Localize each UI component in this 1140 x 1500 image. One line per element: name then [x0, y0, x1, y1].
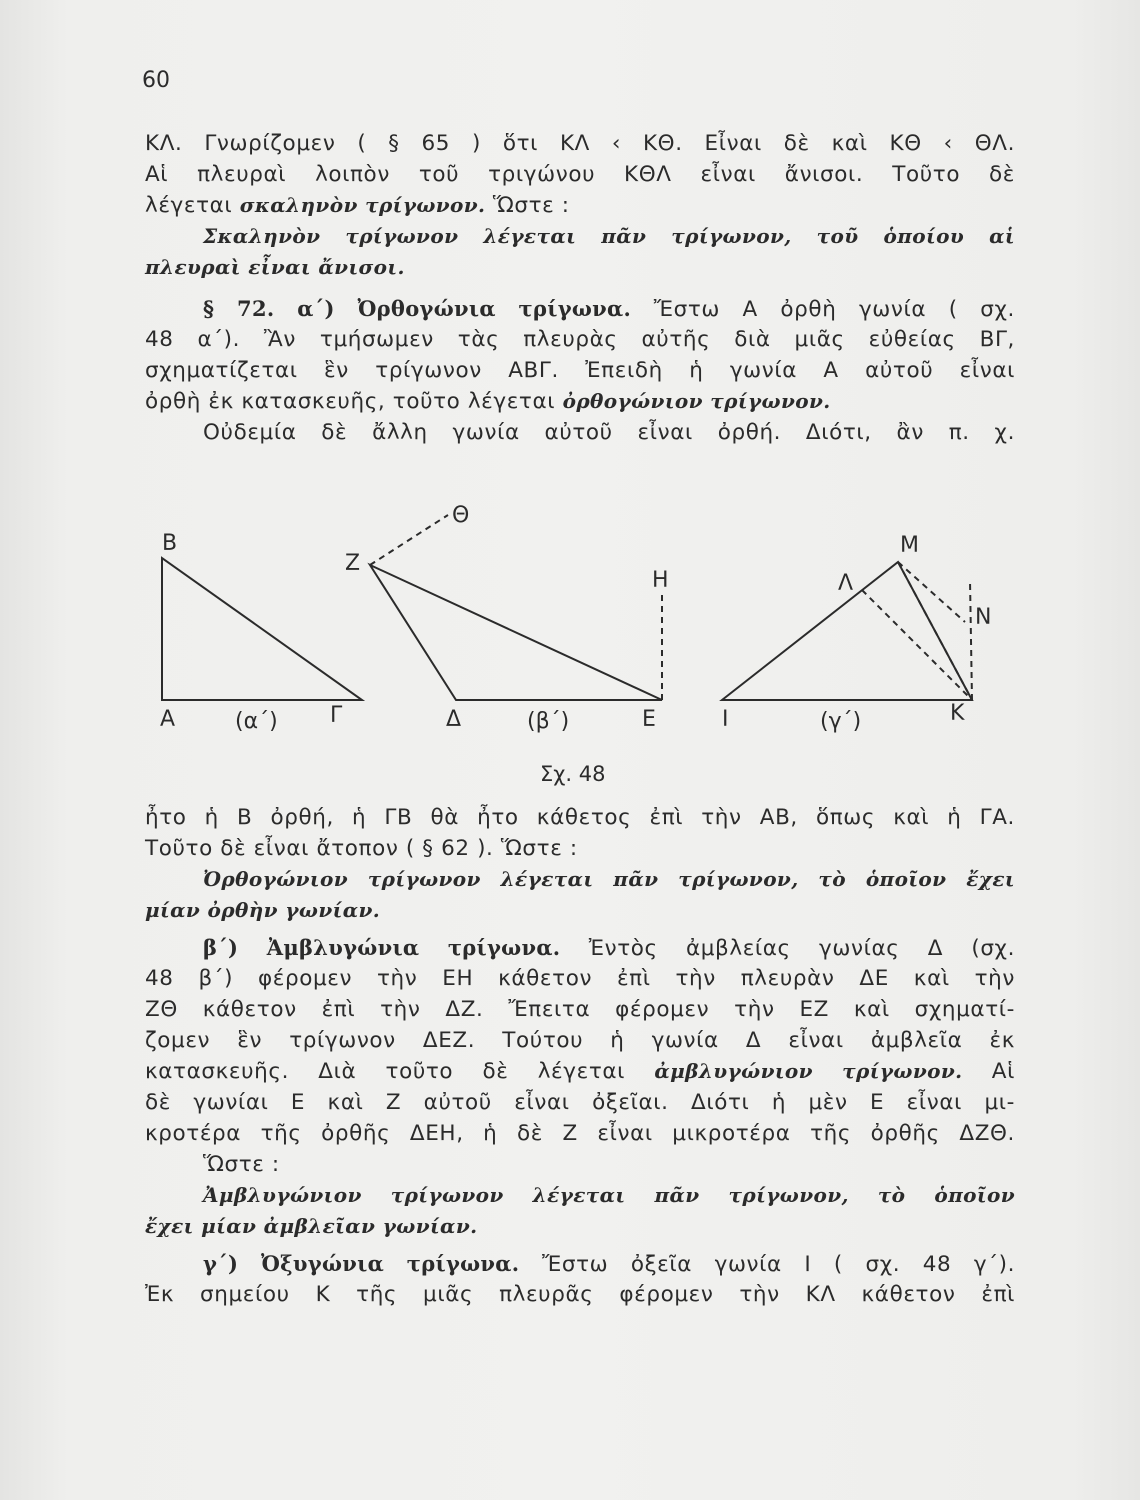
definition-scalene: πλευραὶ εἶναι ἄνισοι.: [145, 255, 405, 279]
label-I: Ι: [722, 707, 729, 732]
text-line: ἦτο ἡ Β ὀρθή, ἡ ΓΒ θὰ ἦτο κάθετος ἐπὶ τὴν ΑΒ, ὅπως καὶ ἡ ΓΑ.: [145, 805, 1015, 830]
label-H: Η: [652, 568, 669, 593]
term-scalene: σκαληνὸν τρίγωνον.: [239, 193, 486, 217]
text-line: 48 α΄). Ἂν τμήσωμεν τὰς πλευρὰς αὐτῆς διὰ μιᾶς εὐθείας ΒΓ,: [145, 327, 1015, 352]
definition-scalene: Σκαληνὸν τρίγωνον λέγεται πᾶν τρίγωνον, τοῦ ὁποίου αἱ: [203, 224, 1015, 248]
text-fragment: Αἱ: [991, 1059, 1015, 1084]
text-line: [145, 1056, 1015, 1087]
lower-text: [145, 802, 1015, 1310]
section-b-line: [145, 932, 1015, 963]
triangle-obtuse: [370, 565, 662, 700]
label-c: (γ΄): [820, 709, 862, 734]
text-line: Ἐκ σημείου Κ τῆς μιᾶς πλευρᾶς φέρομεν τὴν ΚΛ κάθετον ἐπὶ: [145, 1282, 1015, 1307]
text-fragment: Ἐντὸς ἀμβλείας γωνίας Δ (σχ.: [588, 936, 1015, 961]
dashed-l-k: [862, 590, 972, 700]
definition-obtuse: Ἀμβλυγώνιον τρίγωνον λέγεται πᾶν τρίγωνον, τὸ ὁποῖον: [203, 1183, 1015, 1207]
definition-right: μίαν ὀρθὴν γωνίαν.: [145, 898, 381, 922]
dashed-m-k: [898, 562, 972, 700]
label-Z: Ζ: [345, 551, 361, 576]
term-right: ὀρθογώνιον τρίγωνον.: [562, 389, 831, 413]
text-line: Ὥστε :: [203, 1152, 280, 1177]
text-line: ΖΘ κάθετον ἐπὶ τὴν ΔΖ. Ἔπειτα φέρομεν τὴν ΕΖ καὶ σχηματί-: [145, 997, 1015, 1022]
term-obtuse: ἀμβλυγώνιον τρίγωνον.: [654, 1059, 963, 1083]
label-N: Ν: [975, 605, 992, 630]
label-a: (α΄): [235, 709, 278, 734]
label-A: Α: [160, 707, 176, 732]
label-M: Μ: [900, 533, 919, 558]
text-line: 48 β΄) φέρομεν τὴν ΕΗ κάθετον ἐπὶ τὴν πλευρὰν ΔΕ καὶ τὴν: [145, 966, 1015, 991]
text-line: Οὐδεμία δὲ ἄλλη γωνία αὐτοῦ εἶναι ὀρθή. Διότι, ἂν π. χ.: [203, 420, 1015, 445]
section-b-heading: β΄) Ἀμβλυγώνια τρίγωνα.: [203, 935, 561, 960]
label-Theta: Θ: [452, 503, 470, 528]
dashed-z-theta: [370, 515, 448, 565]
text-line: Αἱ πλευραὶ λοιπὸν τοῦ τριγώνου ΚΘΛ εἶναι ἄνισοι. Τοῦτο δὲ: [145, 162, 1015, 187]
text-fragment: Ἔστω ὀξεῖα γωνία Ι ( σχ. 48 γ΄).: [541, 1252, 1016, 1277]
section-c-line: [145, 1248, 1015, 1279]
definition-right: Ὀρθογώνιον τρίγωνον λέγεται πᾶν τρίγωνον, τὸ ὁποῖον ἔχει: [203, 867, 1015, 891]
label-G: Γ: [330, 703, 343, 728]
section-72-heading: § 72. α΄) Ὀρθογώνια τρίγωνα.: [203, 296, 632, 321]
text-line: ΚΛ. Γνωρίζομεν ( § 65 ) ὅτι ΚΛ ‹ ΚΘ. Εἶναι δὲ καὶ ΚΘ ‹ ΘΛ.: [145, 131, 1015, 156]
section-c-heading: γ΄) Ὀξυγώνια τρίγωνα.: [203, 1251, 520, 1276]
text-line: ζομεν ἓν τρίγωνον ΔΕΖ. Τούτου ἡ γωνία Δ εἶναι ἀμβλεῖα ἐκ: [145, 1028, 1015, 1053]
definition-obtuse: ἔχει μίαν ἀμβλεῖαν γωνίαν.: [145, 1214, 478, 1238]
label-b: (β΄): [527, 709, 570, 734]
text-fragment: ὀρθὴ ἐκ κατασκευῆς, τοῦτο λέγεται: [145, 389, 556, 414]
label-D: Δ: [446, 707, 462, 732]
text-fragment: Ὥστε :: [492, 193, 570, 218]
dashed-m-n: [898, 562, 965, 622]
label-L: Λ: [838, 571, 854, 596]
label-E: Ε: [642, 707, 656, 732]
text-line: Τοῦτο δὲ εἶναι ἄτοπον ( § 62 ). Ὥστε :: [145, 836, 578, 861]
label-B: Β: [162, 531, 178, 556]
text-fragment: κατασκευῆς. Διὰ τοῦτο δὲ λέγεται: [145, 1059, 626, 1084]
label-K: Κ: [950, 701, 965, 726]
text-fragment: λέγεται: [145, 193, 233, 218]
text-line: κροτέρα τῆς ὀρθῆς ΔΕΗ, ἡ δὲ Ζ εἶναι μικροτέρα τῆς ὀρθῆς ΔΖΘ.: [145, 1121, 1015, 1146]
text-fragment: Ἔστω Α ὀρθὴ γωνία ( σχ.: [653, 297, 1015, 322]
text-line: δὲ γωνίαι Ε καὶ Ζ αὐτοῦ εἶναι ὀξεῖαι. Διότι ἡ μὲν Ε εἶναι μι-: [145, 1090, 1015, 1115]
figure-caption: Σχ. 48: [540, 762, 606, 786]
triangle-right: [162, 558, 362, 700]
page-number: 60: [142, 68, 170, 93]
text-line: σχηματίζεται ἓν τρίγωνον ΑΒΓ. Ἐπειδὴ ἡ γωνία Α αὐτοῦ εἶναι: [145, 358, 1015, 383]
dashed-k-n: [970, 580, 972, 700]
